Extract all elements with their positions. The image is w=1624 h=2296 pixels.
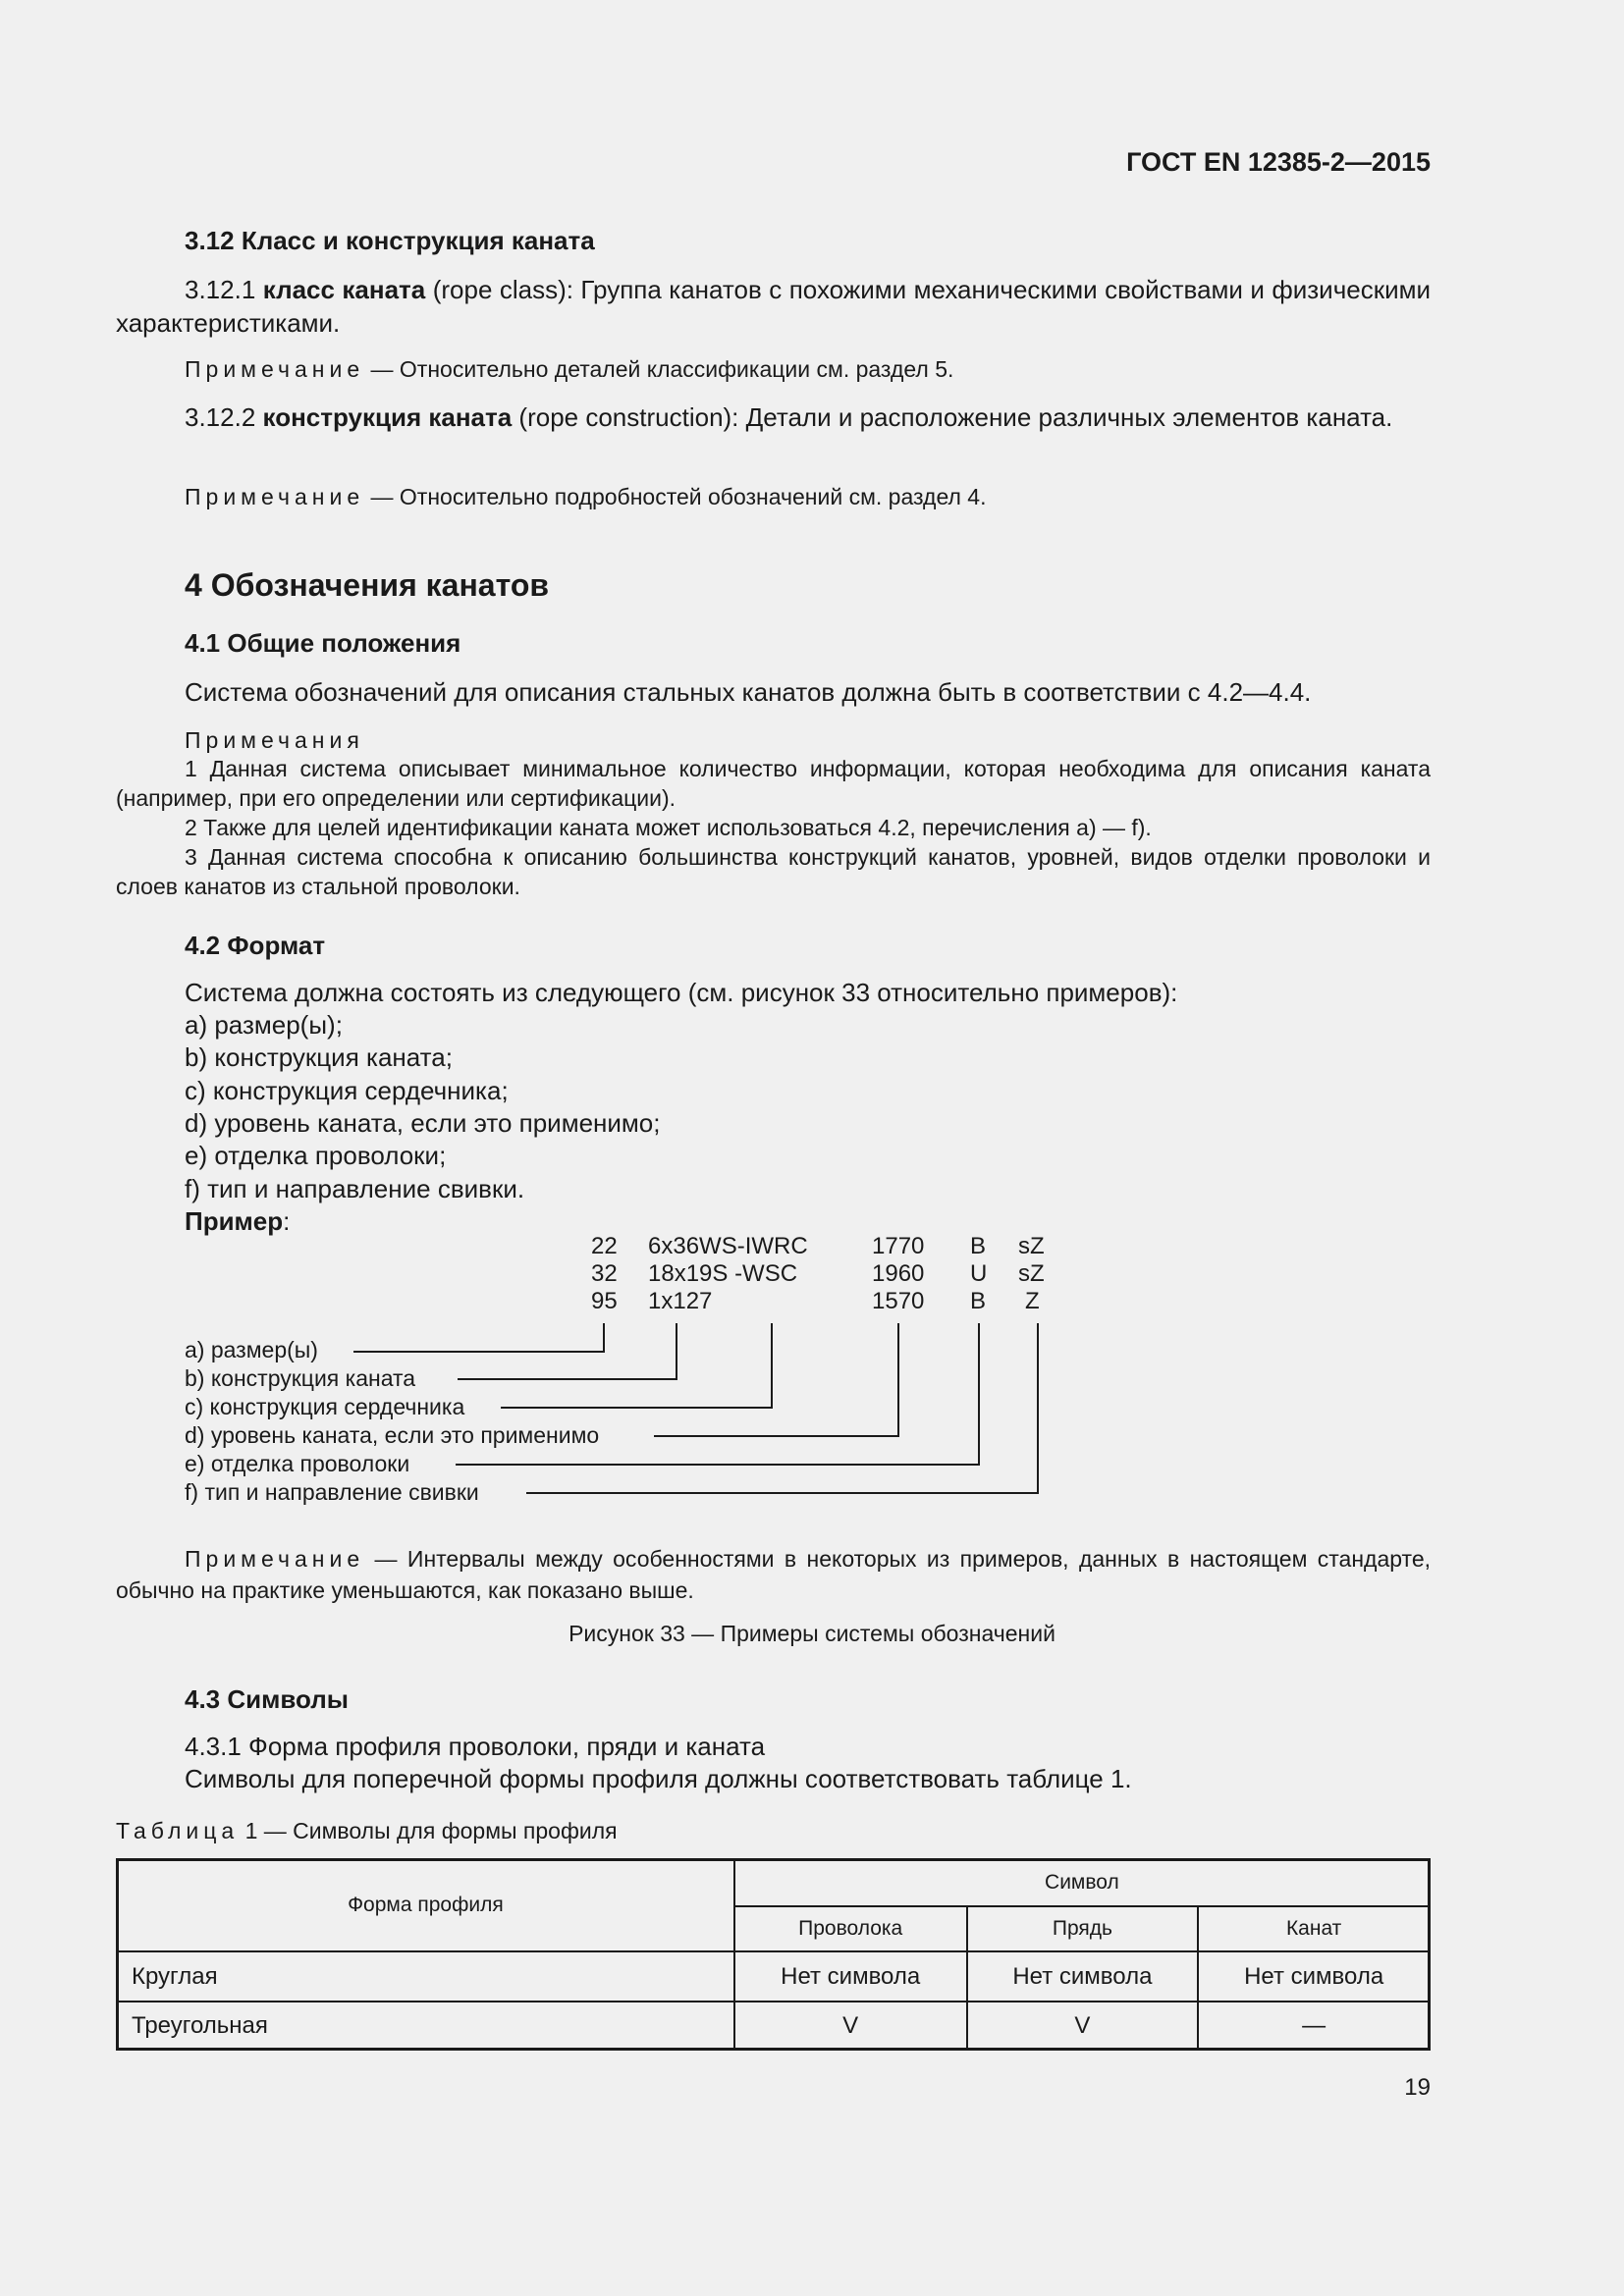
leader-core-construction <box>501 1323 772 1408</box>
example-size: 32 <box>591 1260 618 1287</box>
section-4-2-intro: Система должна состоять из следующего (см. рисунок 33 относительно примеров): <box>185 978 1178 1007</box>
cell-wire: Нет символа <box>734 1951 967 2002</box>
paragraph-4-3-1: 4.3.1 Форма профиля проволоки, пряди и каната <box>185 1732 766 1761</box>
table-caption: Таблица 1 — Символы для формы профиля <box>116 1818 618 1843</box>
term: конструкция каната <box>262 402 513 432</box>
example-lay: sZ <box>1018 1260 1045 1287</box>
example-label: Пример: <box>185 1206 291 1236</box>
example-size: 22 <box>591 1233 618 1259</box>
note-text: — Относительно деталей классификации см. раздел 5. <box>370 356 954 382</box>
legend-core-construction: c) конструкция сердечника <box>185 1394 465 1419</box>
example-construction: 18x19S -WSC <box>648 1260 798 1287</box>
symbols-table <box>116 1858 1431 2051</box>
table-row <box>117 2002 1430 2050</box>
definition: (rope class): Группа канатов с похожими механическими свойствами и физическими характеристиками. <box>116 275 1432 338</box>
header-strand: Прядь <box>967 1906 1199 1951</box>
note-label: Примечание <box>185 484 365 509</box>
figure-caption: Рисунок 33 — Примеры системы обозначений <box>568 1621 1056 1646</box>
header-rope: Канат <box>1198 1906 1430 1951</box>
section-4-2-title: 4.2 Формат <box>185 931 326 960</box>
list-item: e) отделка проволоки; <box>185 1141 447 1170</box>
document-id: ГОСТ EN 12385-2—2015 <box>1126 147 1431 177</box>
note-text: — Относительно подробностей обозначений см. раздел 4. <box>370 484 987 509</box>
cell-rope: Нет символа <box>1198 1951 1430 2002</box>
section-4-1-text: Система обозначений для описания стальных канатов должна быть в соответствии с 4.2—4.4. <box>185 677 1312 707</box>
note-4-1-2: 2 Также для целей идентификации каната может использоваться 4.2, перечисления а) — f). <box>185 815 1152 840</box>
section-4-3-title: 4.3 Символы <box>185 1684 349 1714</box>
note-label: Примечание <box>185 356 365 382</box>
example-lay: Z <box>1025 1288 1040 1314</box>
list-item: f) тип и направление свивки. <box>185 1174 525 1203</box>
cell-strand: Нет символа <box>967 1951 1199 2002</box>
example-grade: 1570 <box>872 1288 925 1314</box>
table-row <box>117 1951 1430 2002</box>
clause-number: 3.12.2 <box>185 402 256 432</box>
definition: (rope construction): Детали и расположение различных элементов каната. <box>518 402 1393 432</box>
note-text: — Интервалы между особенностями в некоторых из примеров, данных в настоящем стандарте, обычно на практике уменьшаются, как показано выше. <box>116 1546 1431 1603</box>
example-finish: U <box>970 1260 988 1287</box>
legend-size: а) размер(ы) <box>185 1337 318 1362</box>
cell-wire: V <box>734 2002 967 2050</box>
list-item: c) конструкция сердечника; <box>185 1076 509 1105</box>
header-shape: Форма профиля <box>117 1859 734 1951</box>
clause-number: 3.12.1 <box>185 275 256 304</box>
list-item: а) размер(ы); <box>185 1010 343 1040</box>
figure-note <box>116 1543 1431 1606</box>
section-4-1-title: 4.1 Общие положения <box>185 628 461 658</box>
example-finish: B <box>970 1233 987 1259</box>
list-item: d) уровень каната, если это применимо; <box>185 1108 661 1138</box>
note-label: Примечание <box>185 1546 365 1572</box>
leader-size <box>353 1323 604 1352</box>
example-grade: 1960 <box>872 1260 925 1287</box>
leader-rope-grade <box>654 1323 898 1436</box>
legend-lay-type: f) тип и направление свивки <box>185 1479 479 1505</box>
example-grade: 1770 <box>872 1233 925 1259</box>
note-4-1-3: 3 Данная система способна к описанию большинства конструкций канатов, уровней, видов отделки проволоки и слоев канатов из стальной проволоки. <box>116 844 1431 899</box>
example-construction: 1x127 <box>648 1288 713 1314</box>
example-finish: B <box>970 1288 987 1314</box>
legend-rope-grade: d) уровень каната, если это применимо <box>185 1422 600 1448</box>
header-symbol: Символ <box>734 1859 1430 1906</box>
cell-shape: Круглая <box>117 1951 734 2002</box>
cell-strand: V <box>967 2002 1199 2050</box>
cell-shape: Треугольная <box>117 2002 734 2050</box>
section-4-title: 4 Обозначения канатов <box>185 567 550 603</box>
legend-rope-construction: b) конструкция каната <box>185 1365 416 1391</box>
example-size: 95 <box>591 1288 618 1314</box>
page-number: 19 <box>1404 2074 1431 2101</box>
leader-wire-finish <box>456 1323 979 1465</box>
legend-wire-finish: e) отделка проволоки <box>185 1451 410 1476</box>
header-wire: Проволока <box>734 1906 967 1951</box>
section-3-12-title: 3.12 Класс и конструкция каната <box>185 226 595 255</box>
example-lay: sZ <box>1018 1233 1045 1259</box>
list-item: b) конструкция каната; <box>185 1042 453 1072</box>
term: класс каната <box>262 275 426 304</box>
example-construction: 6x36WS-IWRC <box>648 1233 808 1259</box>
note-4-1-1: 1 Данная система описывает минимальное количество информации, которая необходима для описания каната (например, при его определении или сертификации). <box>116 756 1431 811</box>
paragraph-4-3-1-text: Символы для поперечной формы профиля должны соответствовать таблице 1. <box>185 1764 1132 1793</box>
cell-rope: — <box>1198 2002 1430 2050</box>
notes-label: Примечания <box>185 727 364 753</box>
